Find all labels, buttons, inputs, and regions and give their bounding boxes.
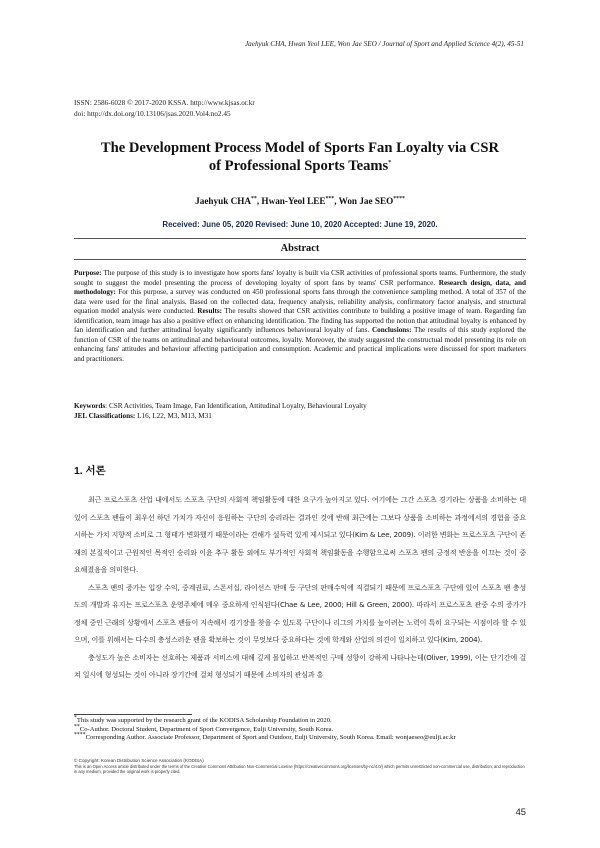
paragraph: 스포츠 팬의 증가는 입장 수익, 중계권료, 스폰서십, 라이선스 판매 등 구단의 판매수익에 직결되기 때문에 프로스포츠 구단에 있어 스포츠 팬 충성도의 개발과 유지는 프로스포츠 운영주체에 매우 중요하게 인식된다(Chae & Lee, 2000; Hill & Green, 2000). 따라서 프로스포츠 관중 수의 증가가 정체 중인 근래의 상황에서 스포츠 팬들이 지속해서 경기장을 찾을 수 있도록 구단이나 리그의 가치를 높이려는 노력이 특히 요구되는 시점이라 할 수 있으며, 이를 위해서는 다수의 충성스러운 팬을 확보하는 것이 무엇보다 중요하다는 것에 학계와 산업의 의견이 일치하고 있다(Kim, 2004).: [74, 582, 526, 644]
conclusions-text: The results of this study explored the function of CSR of the teams on attitudinal and behavioural outcomes, loyalty. Moreover, the study suggested the constructual model presenting its role on enhancing fans' attitudes and behaviour affecting participation and consumption. Academic and practical implications were discussed for sport marketers and practitioners.: [74, 326, 526, 363]
author-2: Hwan-Yeol LEE: [261, 196, 326, 206]
jel-line: [74, 412, 526, 422]
footnotes: [74, 714, 526, 743]
author-2-mark: ***: [325, 195, 335, 202]
conclusions-label: Conclusions:: [371, 326, 412, 335]
page-number: 45: [515, 806, 526, 817]
footnote-2-mark: **: [74, 723, 80, 730]
license-text: This is an Open Access article distributed under the terms of the Creative Commons Attribution Non-Commercial License (https://creativecommons.org/licenses/by-nc/4.0/) which permits unrestricted non-commercial use, distribution, and reproduction in any medium, provided the original work is properly cited.: [74, 763, 525, 775]
author-1: Jaehyuk CHA: [195, 196, 252, 206]
author-3-mark: ****: [393, 195, 405, 202]
design-text: For this purpose, a survey was conducted on 450 professional sports fans through the convenience sampling method. A total of 357 of the data were used for the final analysis. Based on the collected data, frequency analysis, reliability analysis, confirmatory factor analysis, and structural equation model analysis were conducted.: [74, 288, 526, 316]
copyright-notice: [74, 758, 526, 775]
footnote-1-mark: *: [74, 714, 77, 721]
footnote-1-text: This study was supported by the research grant of the KODISA Scholarship Foundation in 2020.: [76, 717, 332, 724]
publication-info: [74, 98, 255, 119]
results-label: Results:: [197, 307, 223, 316]
section-heading: 1. 서론: [74, 466, 106, 477]
author-list: [60, 196, 540, 206]
keywords-label: Keywords: [74, 402, 106, 410]
author-3: Won Jae SEO: [338, 196, 394, 206]
submission-dates: Received: June 05, 2020 Revised: June 10, 2020 Accepted: June 19, 2020.: [162, 220, 438, 229]
author-separator: ,: [256, 196, 262, 206]
title-line-2-text: of Professional Sports Teams: [208, 158, 389, 174]
author-separator: ,: [334, 196, 339, 206]
abstract-heading: Abstract: [280, 243, 320, 254]
design-label: Research design, data, and methodology:: [74, 278, 526, 297]
paragraph: 최근 프로스포츠 산업 내에서도 스포츠 구단의 사회적 책임활동에 대한 요구가 높아지고 있다. 여기에는 그간 스포츠 경기라는 상품을 소비하는 데 있어 스포츠 팬들이 최우선 하던 가치가 자신이 응원하는 구단의 승리라는 결과인 것에 반해 최근에는 그보다 상품을 소비하는 과정에서의 경험을 중요시하는 가치 지향적 소비로 그 형태가 변화했기 때문이라는 견해가 설득력 있게 제시되고 있다(Kim & Lee, 2009). 이러한 변화는 프로스포츠 구단이 존재의 본질적이고 근원적인 목적인 승리와 이윤 추구 활동 외에도 부가적인 사회적 책임활동을 수행함으로써 스포츠 팬의 긍정적 반응을 이끄는 것이 중요해졌음을 의미한다.: [74, 495, 526, 574]
keywords-line: [74, 402, 526, 412]
abstract-body: [74, 269, 526, 364]
title-line-2: [60, 157, 540, 175]
abstract-top-rule: [74, 238, 526, 239]
body-text: [74, 491, 526, 684]
keywords-text: : CSR Activities, Team Image, Fan Identification, Attitudinal Loyalty, Behavioural Loyalty: [105, 402, 367, 410]
issn-line: ISSN: 2586-6028 © 2017-2020 KSSA. http://www.kjsas.or.kr: [74, 98, 255, 107]
footnote-3: [74, 734, 526, 743]
jel-text: L16, L22, M3, M13, M31: [135, 411, 212, 420]
purpose-text: The purpose of this study is to investigate how sports fans' loyalty is built via CSR activities of professional sports teams. Furthermore, the study sought to suggest the model presenting the process of developing loyalty of sport fans by teams' CSR performance.: [74, 269, 526, 287]
paragraph: 충성도가 높은 소비자는 선호하는 제품과 서비스에 대해 깊게 몰입하고 반복적인 구매 성향이 강하게 나타나는데(Oliver, 1999), 이는 단기간에 걸쳐 일시에 형성되는 것이 아니라 장기간에 걸쳐 형성되기 때문에 소비자의 관심과 흥: [74, 652, 526, 679]
results-text: The results showed that CSR activities contribute to building a positive image of team. Regarding fan identification, team image has also a positive effect on enhancing identification. The finding has supported the notion that attitudinal loyalty is enhanced by fan identification and further attitudinal loyalty significantly influences behavioural loyalty of fans.: [74, 307, 526, 335]
footnote-2-text: Co-Author. Doctoral Student, Department of Sport Convergence, Eulji University, South Korea.: [79, 725, 334, 733]
doi-line[interactable]: doi: http://dx.doi.org/10.13106/jsas.2020.Vol4.no2.45: [74, 108, 231, 118]
purpose-label: Purpose:: [74, 269, 102, 277]
title-line-1: The Development Process Model of Sports Fan Loyalty via CSR: [100, 140, 500, 156]
footnote-3-text: Corresponding Author. Associate Professor, Department of Sport and Outdoor, Eulji University, South Korea. Email: wonjaeseo@eulji.ac.kr: [85, 734, 456, 742]
keywords-block: [74, 402, 526, 421]
copyright-line: © Copyright: Korean Distribution Science Association (KODISA): [74, 758, 204, 763]
abstract-bottom-rule: [74, 259, 526, 260]
footnote-rule: [74, 714, 192, 715]
running-head: Jaehyuk CHA, Hwan Yeol LEE, Won Jae SEO / Journal of Sport and Applied Science 4(2), 45-51: [244, 40, 524, 48]
paper-title: [60, 139, 540, 175]
jel-label: JEL Classifications:: [74, 411, 136, 420]
footnote-3-mark: ****: [74, 732, 86, 738]
footnote-2: [74, 723, 526, 735]
footnote-1: [74, 714, 526, 726]
title-footnote-mark: *: [388, 160, 392, 167]
author-1-mark: **: [251, 195, 257, 202]
